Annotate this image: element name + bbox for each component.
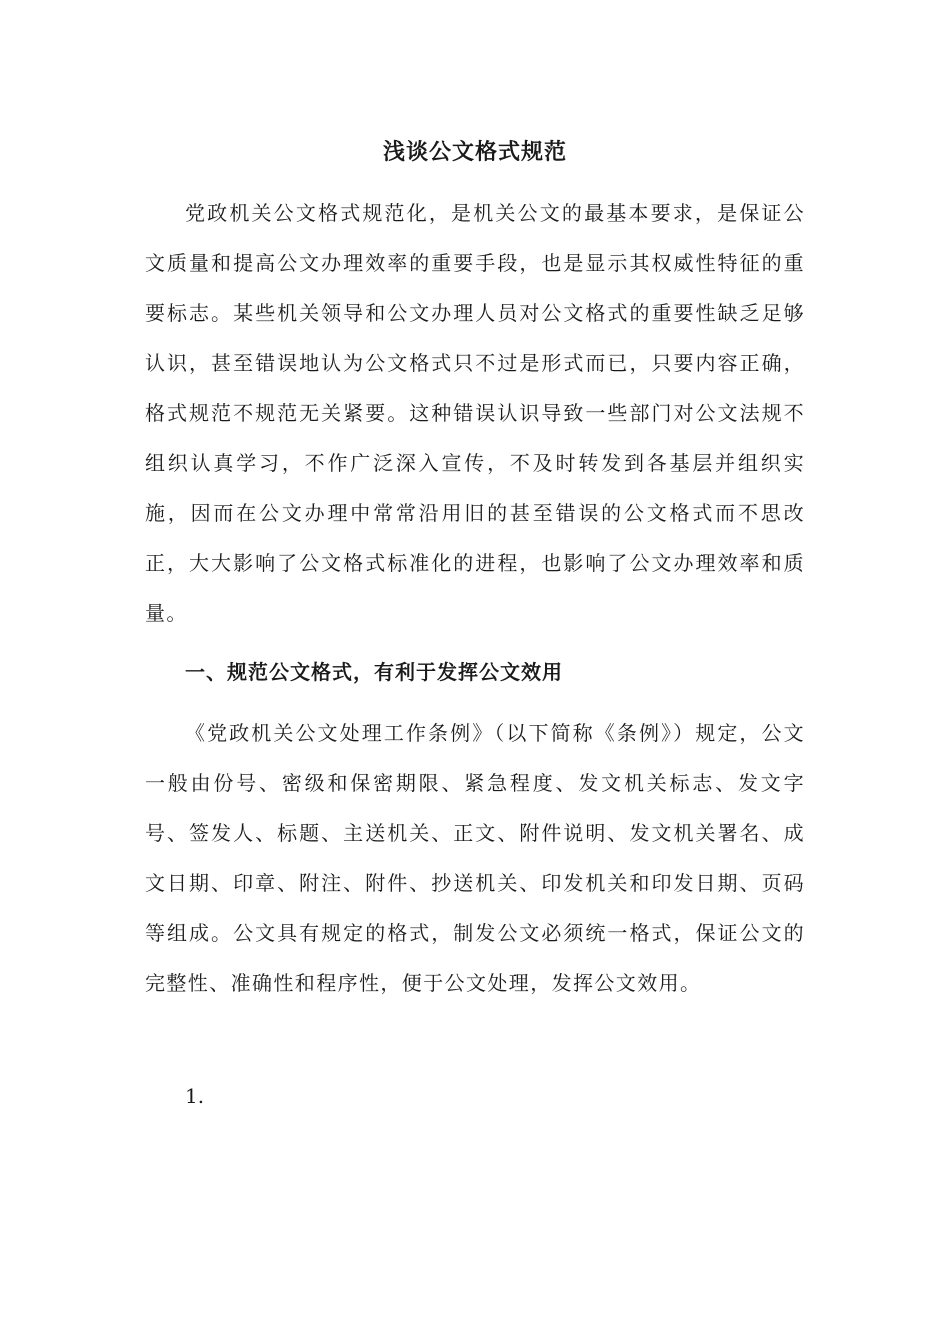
intro-paragraph: 党政机关公文格式规范化，是机关公文的最基本要求，是保证公文质量和提高公文办理效率的重要手段，也是显示其权威性特征的重要标志。某些机关领导和公文办理人员对公文格式的重要性缺乏足够认识，甚至错误地认为公文格式只不过是形式而已，只要内容正确，格式规范不规范无关紧要。这种错误认识导致一些部门对公文法规不组织认真学习，不作广泛深入宣传，不及时转发到各基层并组织实施，因而在公文办理中常常沿用旧的甚至错误的公文格式而不思改正，大大影响了公文格式标准化的进程，也影响了公文办理效率和质量。 <box>145 201 805 625</box>
document-title: 浅谈公文格式规范 <box>382 139 567 165</box>
list-number: 1. <box>185 1084 205 1108</box>
regulation-paragraph: 《党政机关公文处理工作条例》（以下简称《条例》）规定，公文一般由份号、密级和保密期限、紧急程度、发文机关标志、发文字号、签发人、标题、主送机关、正文、附件说明、发文机关署名、成文日期、印章、附注、附件、抄送机关、印发机关和印发日期、页码等组成。公文具有规定的格式，制发公文必须统一格式，保证公文的完整性、准确性和程序性，便于公文处理，发挥公文效用。 <box>145 721 805 995</box>
section-heading: 一、规范公文格式，有利于发挥公文效用 <box>185 660 563 684</box>
